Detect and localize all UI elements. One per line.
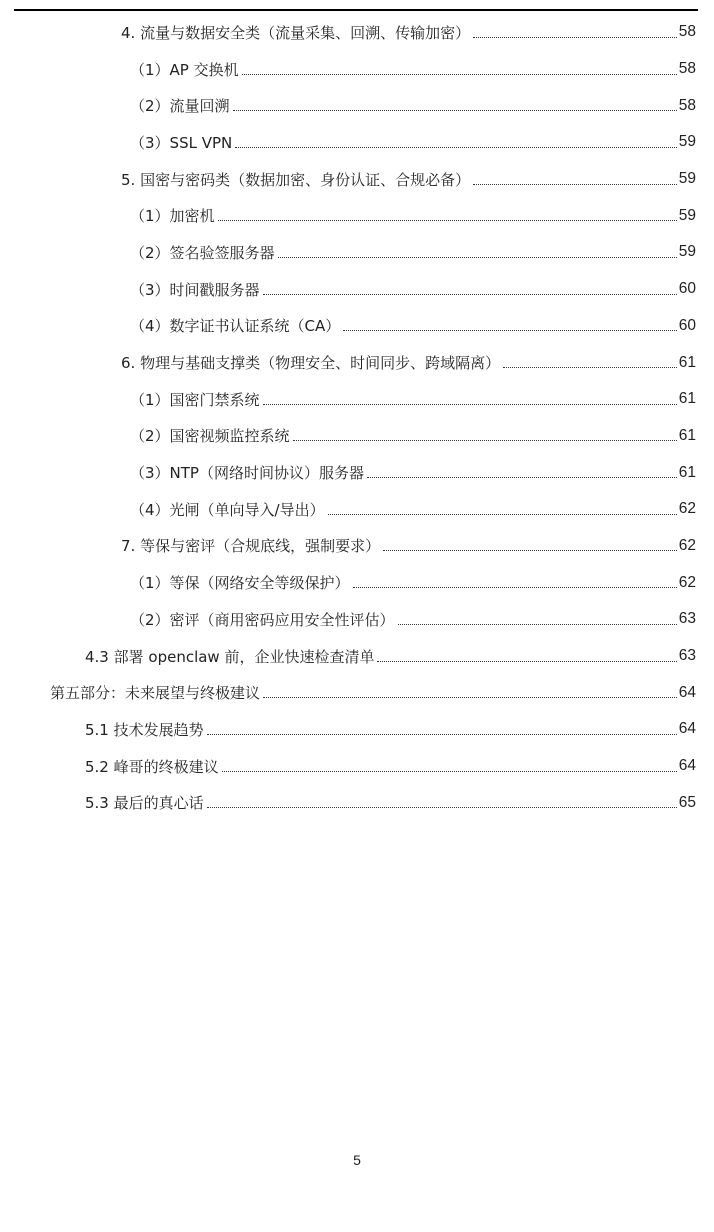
toc-entry[interactable]	[0, 638, 714, 675]
toc-entry-title: 5.1 技术发展趋势	[85, 720, 204, 739]
toc-dot-leader	[328, 514, 677, 515]
toc-dot-leader	[367, 477, 677, 478]
toc-dot-leader	[473, 184, 677, 185]
toc-entry-page: 59	[678, 133, 696, 151]
toc-entry[interactable]	[0, 234, 714, 271]
toc-dot-leader	[263, 404, 677, 405]
toc-entry-page: 60	[678, 280, 696, 298]
toc-entry-title: （3）NTP（网络时间协议）服务器	[130, 464, 364, 483]
toc-entry-page: 64	[678, 720, 696, 738]
toc-entry-page: 61	[678, 463, 696, 481]
toc-entry-page: 59	[678, 243, 696, 261]
toc-entry-title: （1）等保（网络安全等级保护）	[130, 574, 350, 593]
toc-dot-leader	[353, 587, 677, 588]
toc-entry-title: （1）AP 交换机	[130, 60, 239, 79]
toc-entry-title: 4. 流量与数据安全类（流量采集、回溯、传输加密）	[121, 23, 471, 42]
toc-entry[interactable]	[0, 308, 714, 345]
toc-entry[interactable]	[0, 197, 714, 234]
toc-entry[interactable]	[0, 711, 714, 748]
toc-dot-leader	[263, 294, 677, 295]
table-of-contents	[0, 14, 714, 821]
toc-entry-page: 61	[678, 353, 696, 371]
toc-dot-leader	[503, 367, 677, 368]
toc-entry[interactable]	[0, 124, 714, 161]
toc-entry-title: （2）签名验签服务器	[130, 243, 275, 262]
toc-dot-leader	[242, 74, 677, 75]
toc-entry-title: （1）加密机	[130, 207, 215, 226]
toc-dot-leader	[233, 110, 677, 111]
toc-dot-leader	[383, 550, 677, 551]
toc-entry[interactable]	[0, 528, 714, 565]
toc-entry-page: 61	[678, 390, 696, 408]
toc-entry[interactable]	[0, 344, 714, 381]
toc-dot-leader	[218, 220, 677, 221]
toc-entry-page: 59	[678, 170, 696, 188]
toc-entry-title: 4.3 部署 openclaw 前，企业快速检查清单	[85, 647, 375, 666]
toc-entry-title: （3）SSL VPN	[130, 133, 233, 152]
toc-entry[interactable]	[0, 418, 714, 455]
toc-entry-page: 64	[678, 683, 696, 701]
toc-entry-page: 58	[678, 23, 696, 41]
toc-entry-title: （1）国密门禁系统	[130, 390, 260, 409]
toc-entry-page: 59	[678, 206, 696, 224]
toc-entry[interactable]	[0, 748, 714, 785]
toc-dot-leader	[473, 37, 677, 38]
toc-dot-leader	[207, 734, 677, 735]
toc-entry[interactable]	[0, 784, 714, 821]
toc-entry-page: 65	[678, 793, 696, 811]
toc-entry-title: 6. 物理与基础支撑类（物理安全、时间同步、跨域隔离）	[121, 354, 501, 373]
toc-entry-page: 61	[678, 426, 696, 444]
toc-entry[interactable]	[0, 381, 714, 418]
toc-entry-page: 64	[678, 757, 696, 775]
toc-dot-leader	[263, 697, 677, 698]
toc-dot-leader	[222, 771, 677, 772]
toc-dot-leader	[207, 807, 677, 808]
toc-entry-page: 63	[678, 647, 696, 665]
toc-entry-page: 58	[678, 96, 696, 114]
toc-entry-page: 62	[678, 573, 696, 591]
toc-entry-title: （2）密评（商用密码应用安全性评估）	[130, 610, 395, 629]
toc-entry-title: （3）时间戳服务器	[130, 280, 260, 299]
toc-entry-title: 5.3 最后的真心话	[85, 794, 204, 813]
toc-entry-title: 7. 等保与密评（合规底线，强制要求）	[121, 537, 381, 556]
toc-entry-title: （4）光闸（单向导入/导出）	[130, 500, 325, 519]
toc-dot-leader	[398, 624, 677, 625]
toc-entry[interactable]	[0, 564, 714, 601]
toc-entry-page: 60	[678, 316, 696, 334]
toc-entry-page: 62	[678, 536, 696, 554]
toc-entry-title: 5. 国密与密码类（数据加密、身份认证、合规必备）	[121, 170, 471, 189]
toc-entry-title: 第五部分：未来展望与终极建议	[50, 684, 261, 703]
toc-entry[interactable]	[0, 87, 714, 124]
toc-dot-leader	[293, 440, 677, 441]
toc-entry[interactable]	[0, 491, 714, 528]
page-number: 5	[353, 1152, 361, 1168]
toc-dot-leader	[343, 330, 676, 331]
toc-entry[interactable]	[0, 674, 714, 711]
toc-entry-title: 5.2 峰哥的终极建议	[85, 757, 219, 776]
toc-entry-title: （2）国密视频监控系统	[130, 427, 290, 446]
toc-entry-page: 58	[678, 60, 696, 78]
toc-entry-title: （2）流量回溯	[130, 97, 230, 116]
toc-entry[interactable]	[0, 454, 714, 491]
toc-entry-page: 62	[678, 500, 696, 518]
toc-entry[interactable]	[0, 161, 714, 198]
toc-dot-leader	[377, 661, 676, 662]
toc-entry[interactable]	[0, 51, 714, 88]
toc-dot-leader	[278, 257, 677, 258]
toc-entry-title: （4）数字证书认证系统（CA）	[130, 317, 341, 336]
toc-entry-page: 63	[678, 610, 696, 628]
toc-entry[interactable]	[0, 271, 714, 308]
toc-entry[interactable]	[0, 601, 714, 638]
toc-dot-leader	[235, 147, 677, 148]
toc-entry[interactable]	[0, 14, 714, 51]
header-rule	[14, 9, 698, 11]
